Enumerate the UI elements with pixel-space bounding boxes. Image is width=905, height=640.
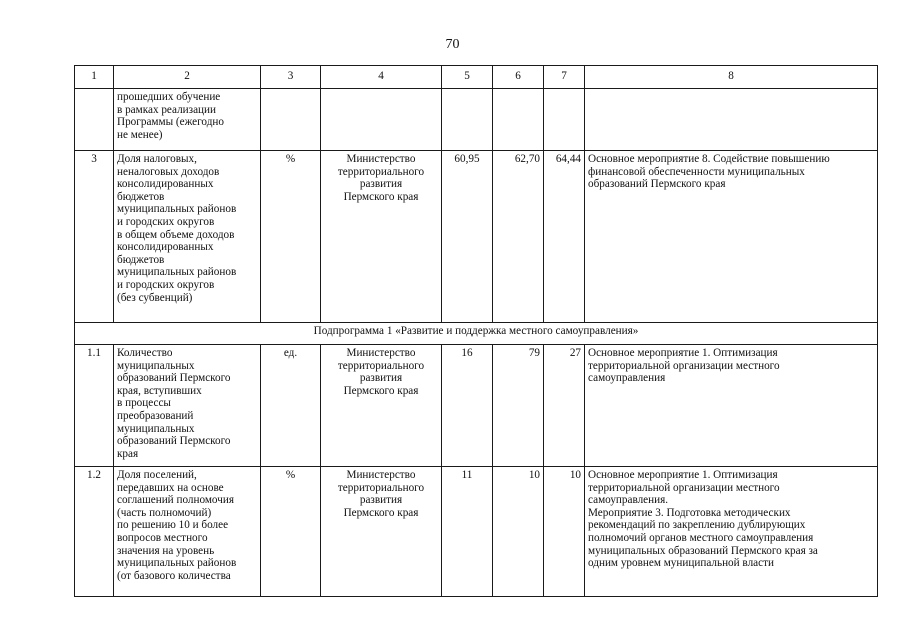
row-number: 3 bbox=[75, 151, 114, 323]
indicator-name-line: Количество bbox=[117, 347, 173, 359]
indicator-name-line: неналоговых доходов bbox=[117, 165, 220, 178]
table-row bbox=[75, 151, 878, 323]
measures-line: Мероприятие 3. Подготовка методических bbox=[588, 506, 791, 519]
measures-line: одним уровнем муниципальной власти bbox=[588, 557, 774, 570]
measures-line: самоуправления bbox=[588, 372, 666, 385]
header-cell: 2 bbox=[114, 66, 261, 89]
measures-line: полномочий органов местного самоуправления bbox=[588, 531, 814, 544]
unit bbox=[261, 89, 321, 151]
executor-line: территориального bbox=[337, 481, 425, 494]
executor-line: Пермского края bbox=[343, 506, 419, 519]
measures bbox=[585, 345, 878, 467]
measures bbox=[585, 467, 878, 597]
executor-line: территориального bbox=[337, 165, 425, 178]
measures-line: финансовой обеспеченности муниципальных bbox=[588, 165, 805, 178]
subprogram-title: Подпрограмма 1 «Развитие и поддержка местного самоуправления» bbox=[75, 323, 878, 345]
unit: % bbox=[261, 467, 321, 597]
measures-line: территориальной организации местного bbox=[588, 481, 780, 494]
unit: ед. bbox=[261, 345, 321, 467]
measures-line: образований Пермского края bbox=[588, 178, 726, 191]
indicator-name-line: муниципальных bbox=[117, 422, 195, 435]
measures-line: территориальной организации местного bbox=[588, 359, 780, 372]
indicator-name-line: и городских округов bbox=[117, 215, 215, 228]
header-cell: 3 bbox=[261, 66, 321, 89]
indicator-name-line: прошедших обучение bbox=[117, 91, 221, 103]
value-2 bbox=[493, 89, 544, 151]
executor-line: территориального bbox=[337, 359, 425, 372]
executor bbox=[321, 89, 442, 151]
indicator-name-line: муниципальных районов bbox=[117, 266, 237, 279]
executor-line: развития bbox=[359, 178, 403, 191]
indicator-name-line: Доля поселений, bbox=[117, 469, 197, 481]
measures-line: Основное мероприятие 8. Содействие повышению bbox=[588, 153, 830, 165]
value-3: 64,44 bbox=[544, 151, 585, 323]
indicator-name bbox=[114, 89, 261, 151]
indicator-name-line: не менее) bbox=[117, 128, 163, 141]
value-1 bbox=[442, 89, 493, 151]
indicator-name bbox=[114, 467, 261, 597]
indicator-name-line: в общем объеме доходов bbox=[117, 228, 235, 241]
executor-line: Пермского края bbox=[343, 190, 419, 203]
header-cell: 7 bbox=[544, 66, 585, 89]
row-number: 1.2 bbox=[75, 467, 114, 597]
indicator-name-line: преобразований bbox=[117, 409, 194, 422]
header-cell: 4 bbox=[321, 66, 442, 89]
executor-line: развития bbox=[359, 494, 403, 507]
indicators-table bbox=[74, 65, 878, 597]
indicator-name-line: бюджетов bbox=[117, 253, 165, 266]
indicator-name bbox=[114, 151, 261, 323]
measures-line: муниципальных образований Пермского края за bbox=[588, 544, 818, 557]
indicator-name-line: значения на уровень bbox=[117, 544, 215, 557]
indicator-name-line: (часть полномочий) bbox=[117, 506, 212, 519]
indicator-name-line: бюджетов bbox=[117, 190, 165, 203]
executor bbox=[321, 345, 442, 467]
indicator-name-line: по решению 10 и более bbox=[117, 519, 229, 532]
executor-line: Пермского края bbox=[343, 384, 419, 397]
header-cell: 6 bbox=[493, 66, 544, 89]
value-3: 27 bbox=[544, 345, 585, 467]
indicator-name-line: муниципальных районов bbox=[117, 203, 237, 216]
table-row bbox=[75, 89, 878, 151]
indicator-name-line: муниципальных bbox=[117, 359, 195, 372]
indicator-name-line: в рамках реализации bbox=[117, 103, 217, 116]
indicator-name-line: и городских округов bbox=[117, 278, 215, 291]
indicator-name-line: консолидированных bbox=[117, 241, 214, 254]
value-2: 79 bbox=[493, 345, 544, 467]
indicator-name-line: вопросов местного bbox=[117, 531, 208, 544]
header-cell: 1 bbox=[75, 66, 114, 89]
table-row bbox=[75, 345, 878, 467]
executor-line: развития bbox=[359, 372, 403, 385]
indicator-name-line: края bbox=[117, 447, 139, 460]
unit: % bbox=[261, 151, 321, 323]
indicator-name-line: образований Пермского bbox=[117, 435, 231, 448]
measures-line: Основное мероприятие 1. Оптимизация bbox=[588, 469, 778, 481]
value-3: 10 bbox=[544, 467, 585, 597]
indicator-name-line: Программы (ежегодно bbox=[117, 116, 224, 129]
indicator-name-line: в процессы bbox=[117, 397, 171, 410]
value-1: 60,95 bbox=[442, 151, 493, 323]
page-number: 70 bbox=[445, 37, 460, 52]
indicator-name-line: Доля налоговых, bbox=[117, 153, 197, 165]
header-cell: 8 bbox=[585, 66, 878, 89]
indicator-name-line: соглашений полномочия bbox=[117, 494, 234, 507]
measures-line: самоуправления. bbox=[588, 494, 669, 507]
indicator-name-line: (от базового количества bbox=[117, 569, 231, 582]
executor-line: Министерство bbox=[346, 347, 416, 359]
executor-line: Министерство bbox=[346, 469, 416, 481]
value-2: 62,70 bbox=[493, 151, 544, 323]
row-number bbox=[75, 89, 114, 151]
value-1: 11 bbox=[442, 467, 493, 597]
section-row bbox=[75, 323, 878, 345]
indicator-name bbox=[114, 345, 261, 467]
value-3 bbox=[544, 89, 585, 151]
indicator-name-line: края, вступивших bbox=[117, 384, 202, 397]
measures-line: рекомендаций по закреплению дублирующих bbox=[588, 519, 806, 532]
indicator-name-line: передавших на основе bbox=[117, 481, 224, 494]
indicator-name-line: (без субвенций) bbox=[117, 291, 193, 304]
table-row bbox=[75, 467, 878, 597]
indicator-name-line: муниципальных районов bbox=[117, 557, 237, 570]
indicator-name-line: консолидированных bbox=[117, 178, 214, 191]
table-header-row bbox=[75, 66, 878, 89]
measures bbox=[585, 89, 878, 151]
executor bbox=[321, 151, 442, 323]
executor-line: Министерство bbox=[346, 153, 416, 165]
header-cell: 5 bbox=[442, 66, 493, 89]
executor bbox=[321, 467, 442, 597]
row-number: 1.1 bbox=[75, 345, 114, 467]
value-2: 10 bbox=[493, 467, 544, 597]
measures-line: Основное мероприятие 1. Оптимизация bbox=[588, 347, 778, 359]
value-1: 16 bbox=[442, 345, 493, 467]
measures bbox=[585, 151, 878, 323]
indicator-name-line: образований Пермского bbox=[117, 372, 231, 385]
